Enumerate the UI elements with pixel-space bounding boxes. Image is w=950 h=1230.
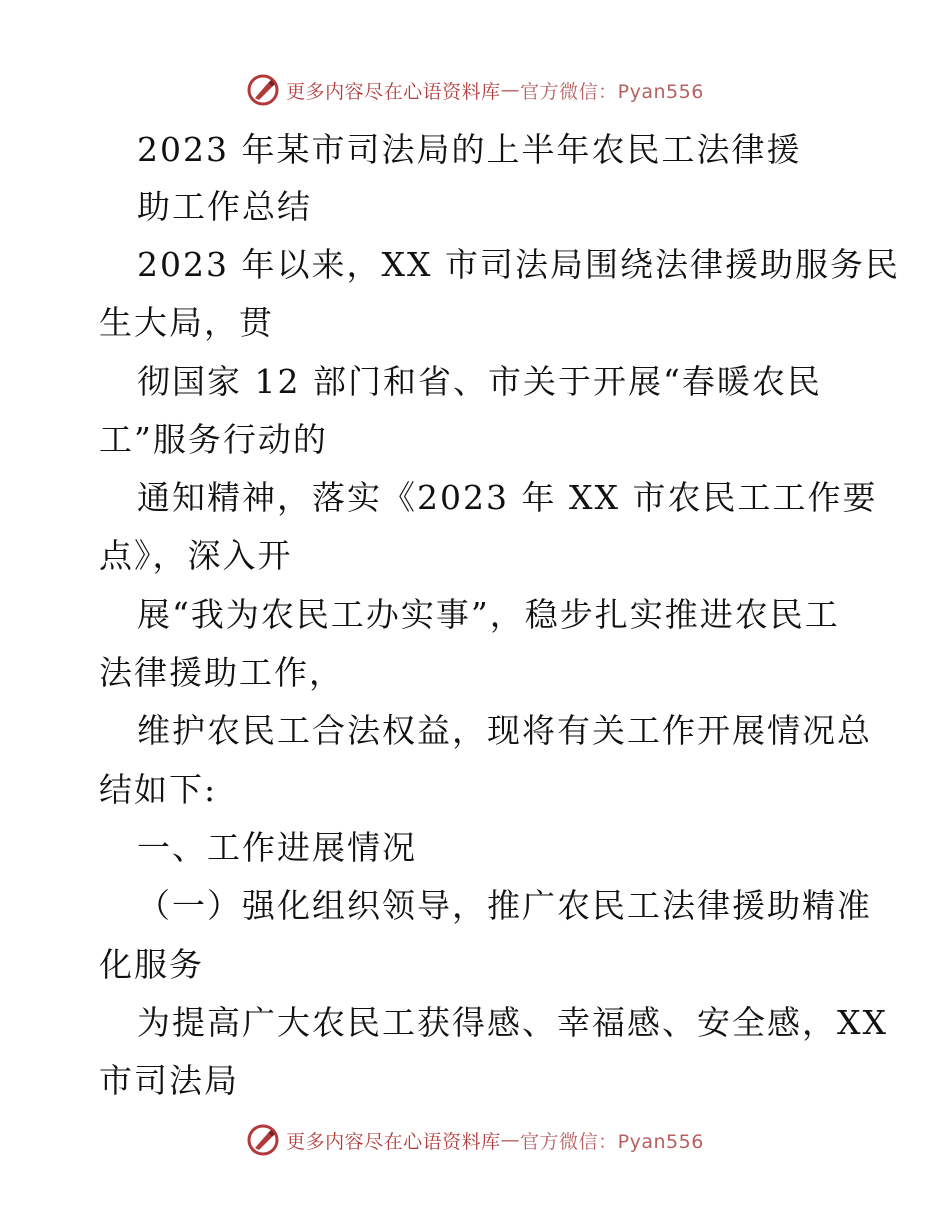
watermark-main-text: 更多内容尽在心语资料库 xyxy=(286,1130,501,1153)
paragraph-line: 展“我为农民工办实事”，稳步扎实推进农民工 xyxy=(137,595,840,634)
subsection-heading-line-2: 化服务 xyxy=(99,945,204,984)
paragraph-line: 生大局，贯 xyxy=(99,303,274,342)
document-title-line-1: 2023 年某市司法局的上半年农民工法律援 xyxy=(137,130,802,169)
paragraph-line: 2023 年以来，XX 市司法局围绕法律援助服务民 xyxy=(137,245,900,284)
paragraph-line: 市司法局 xyxy=(99,1061,239,1100)
watermark-separator: — xyxy=(500,79,521,101)
section-heading: 一、工作进展情况 xyxy=(137,828,417,867)
pen-nib-logo-icon xyxy=(246,1123,280,1157)
document-title-line-2: 助工作总结 xyxy=(137,187,312,226)
subsection-heading-line-1: （一）强化组织领导，推广农民工法律援助精准 xyxy=(137,886,872,925)
footer-watermark xyxy=(0,1120,950,1160)
paragraph-line: 法律援助工作， xyxy=(99,653,344,692)
watermark-sub-text: 官方微信：Pyan556 xyxy=(520,1130,704,1153)
paragraph-line: 工”服务行动的 xyxy=(99,420,328,459)
paragraph-line: 为提高广大农民工获得感、幸福感、安全感，XX xyxy=(137,1003,888,1042)
watermark-separator: — xyxy=(500,1129,521,1151)
paragraph-line: 维护农民工合法权益，现将有关工作开展情况总 xyxy=(137,711,872,750)
pen-nib-logo-icon xyxy=(246,73,280,107)
header-watermark xyxy=(0,70,950,110)
paragraph-line: 通知精神，落实《2023 年 XX 市农民工工作要 xyxy=(137,478,878,517)
watermark-main-text: 更多内容尽在心语资料库 xyxy=(286,80,501,103)
paragraph-line: 结如下: xyxy=(99,770,218,809)
watermark-sub-text: 官方微信：Pyan556 xyxy=(520,80,704,103)
paragraph-line: 点》，深入开 xyxy=(99,536,293,575)
paragraph-line: 彻国家 12 部门和省、市关于开展“春暖农民 xyxy=(137,362,822,401)
